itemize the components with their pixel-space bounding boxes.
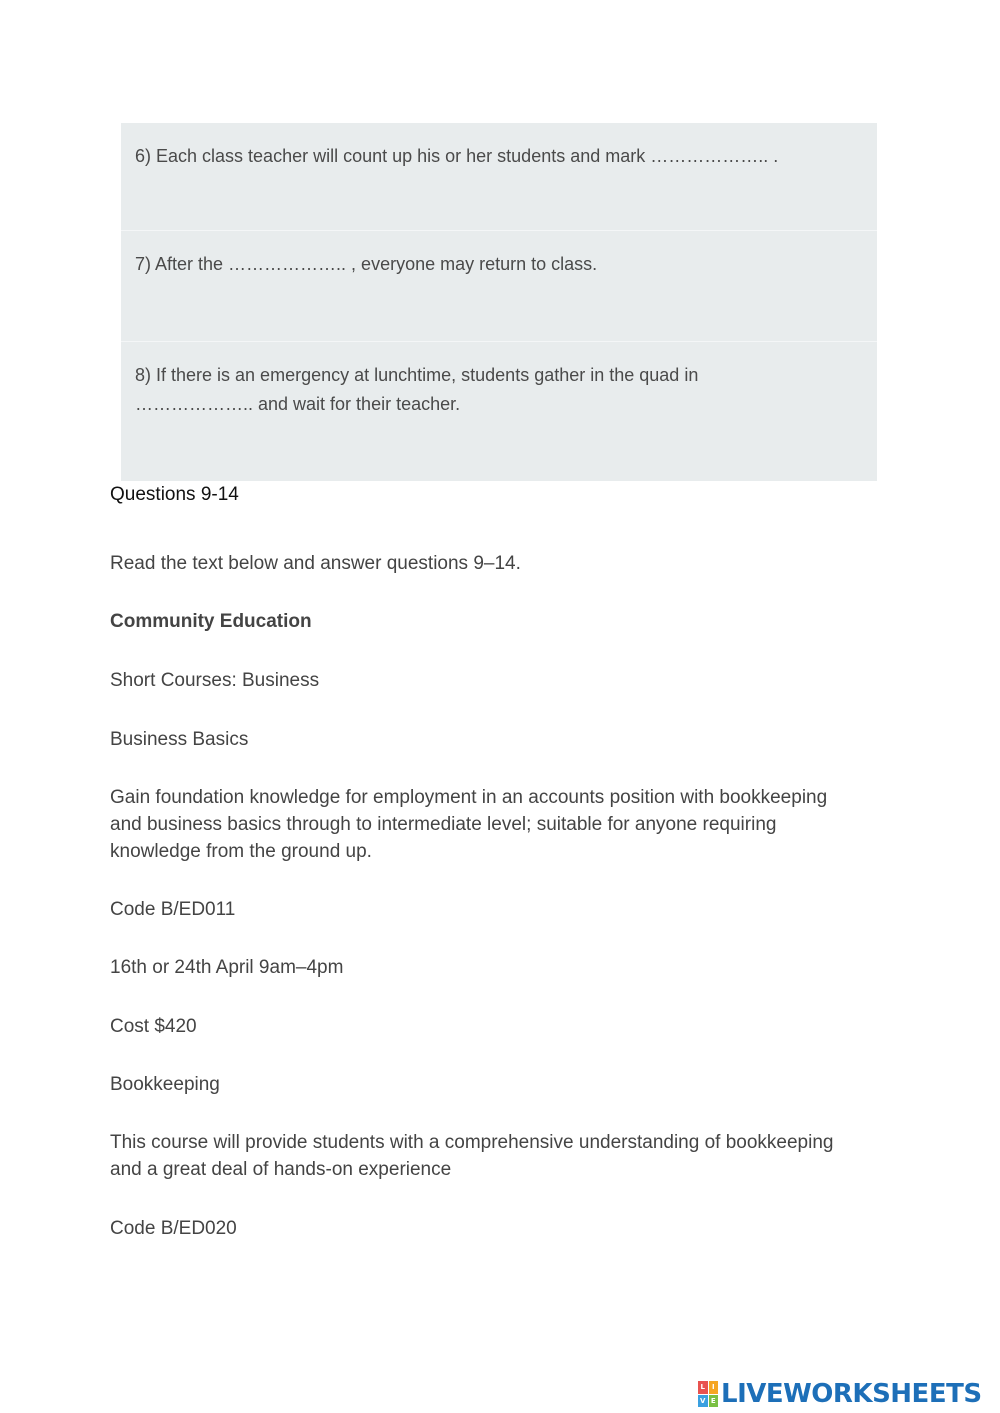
logo-text: LIVEWORKSHEETS	[721, 1379, 982, 1409]
course-2-code: Code B/ED020	[110, 1218, 237, 1239]
instruction-text: Read the text below and answer questions 9–14.	[110, 553, 521, 574]
question-row-8	[121, 342, 877, 481]
logo-mark-icon	[698, 1381, 718, 1407]
document-subtitle: Short Courses: Business	[110, 670, 320, 691]
logo-mark-letter-3: V	[698, 1395, 708, 1408]
question-row-7	[121, 231, 877, 342]
question-6-text: 6) Each class teacher will count up his or her students and mark ……………….. .	[135, 146, 779, 166]
course-2-description-line1: This course will provide students with a comprehensive understanding of bookkeeping	[110, 1132, 834, 1153]
questions-table	[121, 123, 877, 481]
section-heading: Questions 9-14	[110, 484, 239, 505]
question-row-6	[121, 123, 877, 231]
question-8-text-line2: ……………….. and wait for their teacher.	[135, 394, 461, 414]
course-1-description-line2: and business basics through to intermediate level; suitable for anyone requiring	[110, 814, 777, 835]
course-1-description	[110, 784, 890, 865]
course-1-description-line1: Gain foundation knowledge for employment in an accounts position with bookkeeping	[110, 787, 828, 808]
course-1-cost: Cost $420	[110, 1016, 197, 1037]
course-2-description-line2: and a great deal of hands-on experience	[110, 1159, 452, 1180]
logo-mark-letter-4: E	[709, 1395, 719, 1408]
question-8-text-line1: 8) If there is an emergency at lunchtime, students gather in the quad in	[135, 365, 699, 385]
question-7-text: 7) After the ……………….. , everyone may return to class.	[135, 254, 598, 274]
course-1-name: Business Basics	[110, 729, 249, 750]
liveworksheets-logo	[698, 1378, 982, 1410]
document-title: Community Education	[110, 611, 312, 632]
logo-mark-letter-2: I	[709, 1381, 719, 1394]
course-1-description-line3: knowledge from the ground up.	[110, 841, 372, 862]
course-2-name: Bookkeeping	[110, 1074, 220, 1095]
logo-mark-letter-1: L	[698, 1381, 708, 1394]
course-2-description	[110, 1129, 890, 1183]
course-1-dates: 16th or 24th April 9am–4pm	[110, 957, 344, 978]
course-1-code: Code B/ED011	[110, 899, 236, 920]
